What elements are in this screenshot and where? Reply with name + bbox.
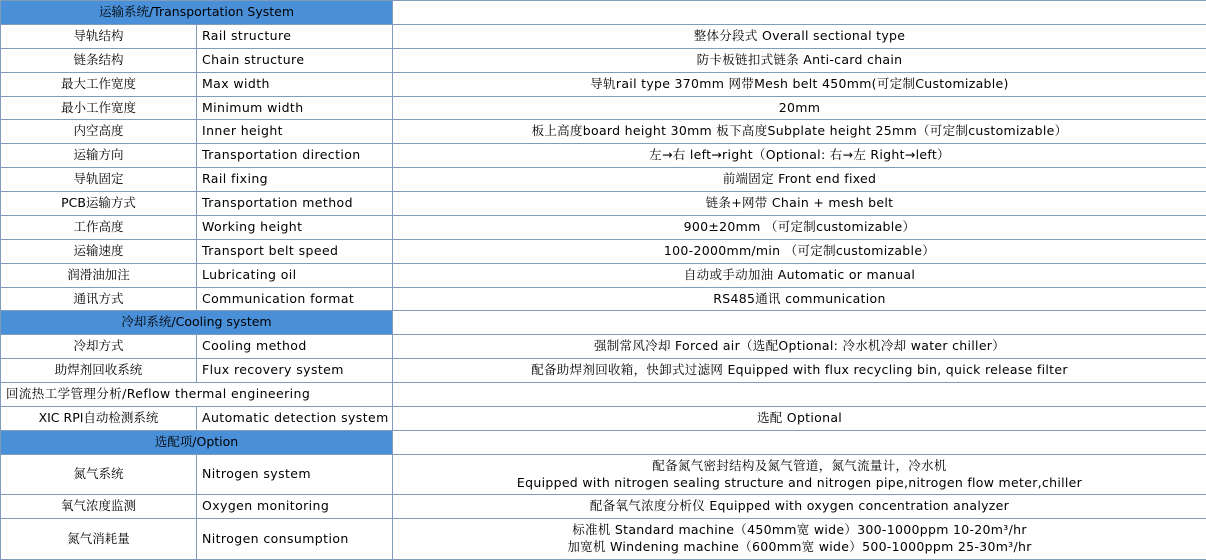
row-label-en: Max width bbox=[197, 72, 393, 96]
row-value-line: Equipped with nitrogen sealing structure and nitrogen pipe,nitrogen flow meter,chiller bbox=[398, 475, 1201, 492]
row-label-cn: 冷却方式 bbox=[1, 335, 197, 359]
row-label-cn: 回流热工学管理分析/Reflow thermal engineering bbox=[1, 383, 393, 407]
table-row bbox=[1, 519, 1206, 560]
row-label-en: Rail fixing bbox=[197, 168, 393, 192]
row-label-cn: XIC RPI自动检测系统 bbox=[1, 406, 197, 430]
table-row bbox=[1, 144, 1206, 168]
row-value-line: 加宽机 Windening machine（600mm宽 wide）500-1000ppm 25-30m³/hr bbox=[398, 539, 1201, 556]
row-value: 前端固定 Front end fixed bbox=[393, 168, 1206, 192]
table-row bbox=[1, 335, 1206, 359]
section-header-filler bbox=[393, 311, 1206, 335]
table-row bbox=[1, 263, 1206, 287]
table-row bbox=[1, 192, 1206, 216]
row-label-en: Lubricating oil bbox=[197, 263, 393, 287]
row-label-cn: 氧气浓度监测 bbox=[1, 495, 197, 519]
row-label-cn: PCB运输方式 bbox=[1, 192, 197, 216]
row-value: 链条+网带 Chain + mesh belt bbox=[393, 192, 1206, 216]
row-value: 导轨rail type 370mm 网带Mesh belt 450mm(可定制Customizable) bbox=[393, 72, 1206, 96]
row-label-cn: 润滑油加注 bbox=[1, 263, 197, 287]
row-label-en: Chain structure bbox=[197, 48, 393, 72]
row-label-cn: 最大工作宽度 bbox=[1, 72, 197, 96]
section-header-row bbox=[1, 311, 1206, 335]
row-label-cn: 氮气系统 bbox=[1, 454, 197, 495]
row-value bbox=[393, 383, 1206, 407]
row-value: 左→右 left→right（Optional: 右→左 Right→left） bbox=[393, 144, 1206, 168]
section-header-filler bbox=[393, 1, 1206, 25]
row-value-line: 配备氮气密封结构及氮气管道，氮气流量计，冷水机 bbox=[398, 458, 1201, 475]
row-label-en: Nitrogen consumption bbox=[197, 519, 393, 560]
row-label-cn: 运输方向 bbox=[1, 144, 197, 168]
row-label-en: Rail structure bbox=[197, 24, 393, 48]
row-label-en: Inner height bbox=[197, 120, 393, 144]
section-header-label: 运输系统/Transportation System bbox=[1, 1, 393, 25]
table-row bbox=[1, 406, 1206, 430]
section-header-label: 冷却系统/Cooling system bbox=[1, 311, 393, 335]
row-label-en: Flux recovery system bbox=[197, 359, 393, 383]
row-label-en: Minimum width bbox=[197, 96, 393, 120]
row-label-cn: 通讯方式 bbox=[1, 287, 197, 311]
table-row bbox=[1, 287, 1206, 311]
row-label-cn: 氮气消耗量 bbox=[1, 519, 197, 560]
table-row bbox=[1, 48, 1206, 72]
row-value: 板上高度board height 30mm 板下高度Subplate height 25mm（可定制customizable） bbox=[393, 120, 1206, 144]
row-value: 900±20mm （可定制customizable） bbox=[393, 215, 1206, 239]
row-label-cn: 运输速度 bbox=[1, 239, 197, 263]
row-value: 防卡板链扣式链条 Anti-card chain bbox=[393, 48, 1206, 72]
row-label-en: Working height bbox=[197, 215, 393, 239]
row-label-cn: 链条结构 bbox=[1, 48, 197, 72]
row-label-cn: 工作高度 bbox=[1, 215, 197, 239]
row-value: 强制常风冷却 Forced air（选配Optional: 冷水机冷却 water chiller） bbox=[393, 335, 1206, 359]
table-row bbox=[1, 168, 1206, 192]
row-value: 整体分段式 Overall sectional type bbox=[393, 24, 1206, 48]
row-value bbox=[393, 519, 1206, 560]
table-row bbox=[1, 239, 1206, 263]
table-row bbox=[1, 495, 1206, 519]
table-row bbox=[1, 454, 1206, 495]
table-row bbox=[1, 120, 1206, 144]
row-label-cn: 导轨固定 bbox=[1, 168, 197, 192]
row-value: 选配 Optional bbox=[393, 406, 1206, 430]
row-label-cn: 导轨结构 bbox=[1, 24, 197, 48]
row-label-en: Oxygen monitoring bbox=[197, 495, 393, 519]
row-label-en: Transportation method bbox=[197, 192, 393, 216]
row-label-cn: 内空高度 bbox=[1, 120, 197, 144]
row-label-en: Automatic detection system bbox=[197, 406, 393, 430]
table-row bbox=[1, 96, 1206, 120]
row-value: RS485通讯 communication bbox=[393, 287, 1206, 311]
row-label-en: Transport belt speed bbox=[197, 239, 393, 263]
section-header-row bbox=[1, 430, 1206, 454]
section-header-label: 选配项/Option bbox=[1, 430, 393, 454]
row-label-en: Nitrogen system bbox=[197, 454, 393, 495]
specification-table-body bbox=[1, 1, 1206, 560]
row-value: 20mm bbox=[393, 96, 1206, 120]
table-row bbox=[1, 72, 1206, 96]
row-value: 自动或手动加油 Automatic or manual bbox=[393, 263, 1206, 287]
table-row bbox=[1, 215, 1206, 239]
table-row bbox=[1, 359, 1206, 383]
row-label-cn: 助焊剂回收系统 bbox=[1, 359, 197, 383]
row-value bbox=[393, 454, 1206, 495]
row-label-en: Transportation direction bbox=[197, 144, 393, 168]
row-value-line: 标准机 Standard machine（450mm宽 wide）300-1000ppm 10-20m³/hr bbox=[398, 522, 1201, 539]
row-value: 配备助焊剂回收箱，快卸式过滤网 Equipped with flux recycling bin, quick release filter bbox=[393, 359, 1206, 383]
table-row bbox=[1, 24, 1206, 48]
row-label-en: Cooling method bbox=[197, 335, 393, 359]
row-label-en: Communication format bbox=[197, 287, 393, 311]
section-header-row bbox=[1, 1, 1206, 25]
section-header-filler bbox=[393, 430, 1206, 454]
row-value: 配备氧气浓度分析仪 Equipped with oxygen concentration analyzer bbox=[393, 495, 1206, 519]
table-row bbox=[1, 383, 1206, 407]
row-label-cn: 最小工作宽度 bbox=[1, 96, 197, 120]
row-value: 100-2000mm/min （可定制customizable） bbox=[393, 239, 1206, 263]
